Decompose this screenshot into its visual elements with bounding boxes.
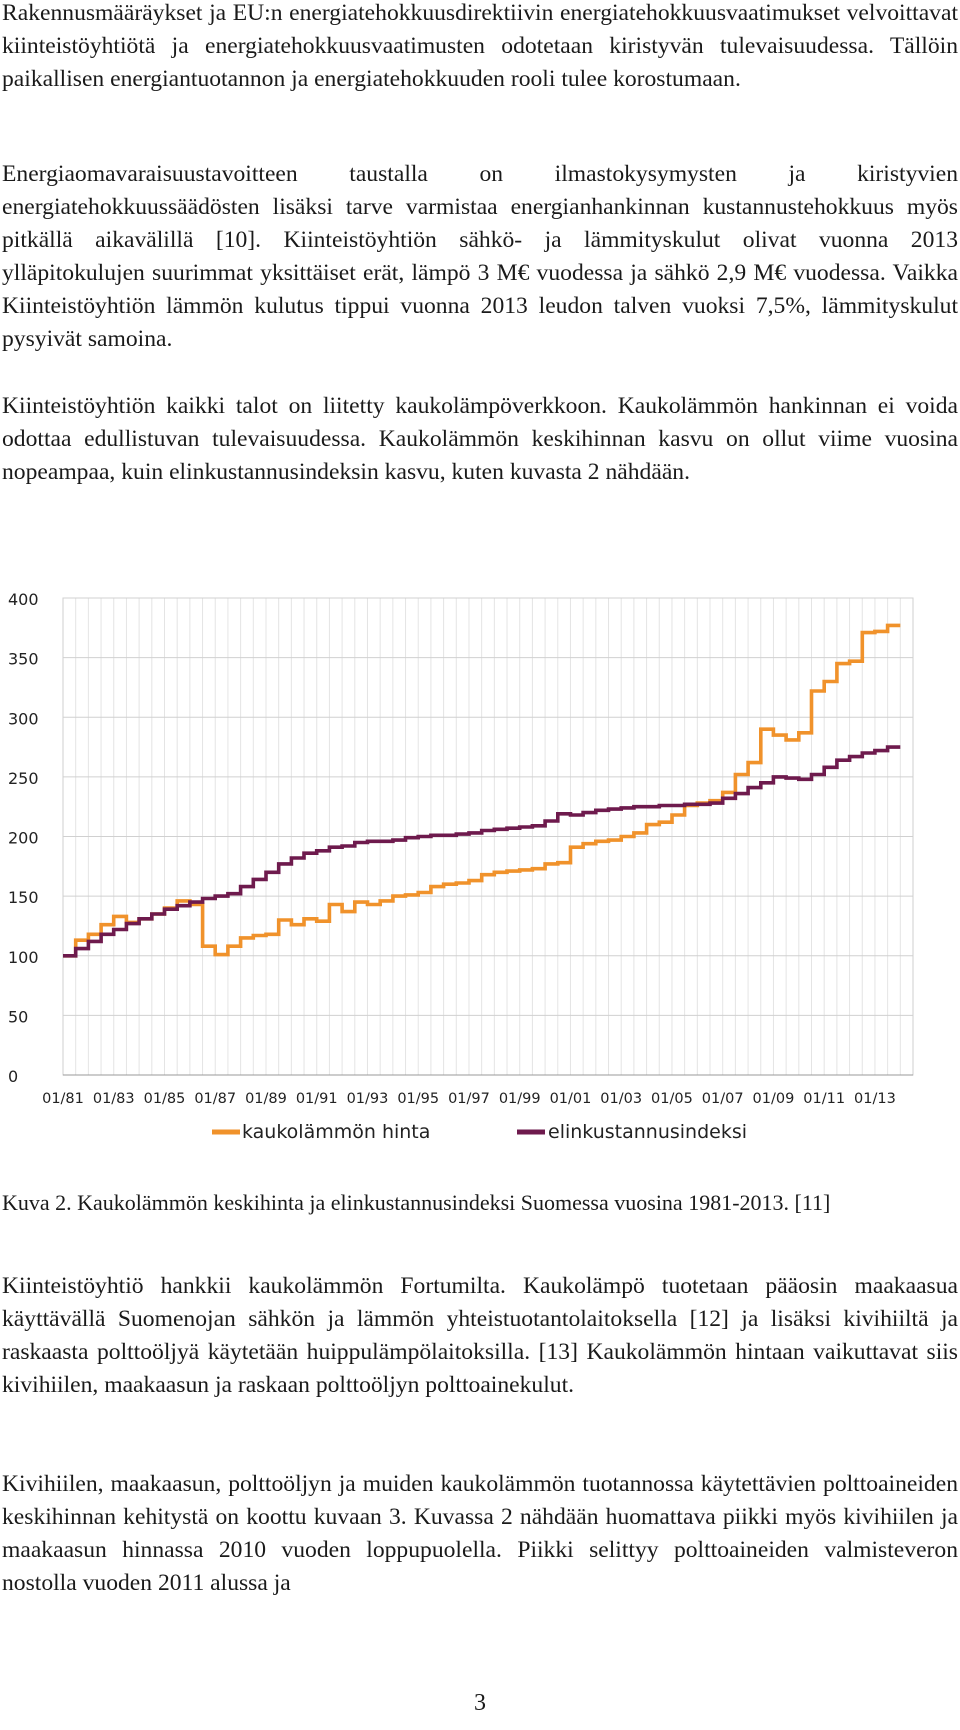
- paragraph-5: Kivihiilen, maakaasun, polttoöljyn ja muiden kaukolämmön tuotannossa käytettävien polttoaineiden keskihinnan kehitystä on koottu kuvaan 3. Kuvassa 2 nähdään huomattava piikki myös kivihiilen ja maakaasun hinnassa 2010 vuoden loppupuolella. Piikki selittyy polttoaineiden valmisteveron nostolla vuoden 2011 alussa ja: [2, 1471, 958, 1596]
- x-tick-label: 01/13: [854, 1091, 896, 1107]
- x-tick-label: 01/03: [600, 1091, 643, 1107]
- x-tick-label: 01/83: [92, 1091, 135, 1107]
- y-tick-label: 150: [8, 888, 39, 908]
- y-tick-label: 400: [8, 590, 39, 609]
- y-tick-label: 50: [8, 1007, 29, 1027]
- y-tick-label: 200: [8, 828, 39, 848]
- x-tick-label: 01/91: [295, 1091, 338, 1107]
- x-tick-label: 01/87: [194, 1091, 237, 1107]
- x-tick-label: 01/97: [448, 1091, 490, 1107]
- legend-label: elinkustannusindeksi: [548, 1121, 748, 1143]
- y-tick-label: 250: [8, 768, 39, 788]
- figure-caption: Kuva 2. Kaukolämmön keskihinta ja elinkustannusindeksi Suomessa vuosina 1981-2013. [11]: [2, 1190, 831, 1215]
- paragraph-1: Rakennusmääräykset ja EU:n energiatehokkuusdirektiivin energiatehokkuusvaatimukset velvoittavat kiinteistöyhtiötä ja energiatehokkuusvaatimusten odotetaan kiristyvän tulevaisuudessa. Tällöin paikallisen energiantuotannon ja energiatehokkuuden rooli tulee korostumaan.: [2, 0, 958, 92]
- x-tick-label: 01/81: [42, 1091, 84, 1107]
- x-tick-label: 01/93: [346, 1091, 389, 1107]
- line-chart: [0, 570, 960, 1170]
- x-tick-label: 01/05: [651, 1091, 693, 1107]
- x-tick-label: 01/01: [549, 1091, 592, 1107]
- y-tick-label: 350: [8, 649, 39, 669]
- page-number: 3: [474, 1690, 486, 1716]
- paragraph-4: Kiinteistöyhtiö hankkii kaukolämmön Fortumilta. Kaukolämpö tuotetaan pääosin maakaasua käyttävällä Suomenojan sähkön ja lämmön yhteistuotantolaitoksella [12] ja lisäksi kivihiiltä ja raskaasta polttoöljyä käytetään huippulämpölaitoksilla. [13] Kaukolämmön hintaan vaikuttavat siis kivihiilen, maakaasun ja raskaan polttoöljyn polttoainekulut.: [2, 1273, 958, 1398]
- x-tick-label: 01/89: [245, 1091, 287, 1107]
- x-tick-label: 01/07: [701, 1091, 744, 1107]
- x-tick-label: 01/99: [498, 1091, 541, 1107]
- legend-label: kaukolämmön hinta: [242, 1121, 431, 1143]
- paragraph-3: Kiinteistöyhtiön kaikki talot on liitetty kaukolämpöverkkoon. Kaukolämmön hankinnan ei voida odottaa edullistuvan tulevaisuudessa. Kaukolämmön keskihinnan kasvu on ollut viime vuosina nopeampaa, kuin elinkustannusindeksin kasvu, kuten kuvasta 2 nähdään.: [2, 393, 958, 485]
- y-tick-label: 300: [8, 709, 39, 729]
- y-tick-label: 100: [8, 947, 39, 967]
- x-tick-label: 01/85: [143, 1091, 186, 1107]
- paragraph-2: Energiaomavaraisuustavoitteen taustalla on ilmastokysymysten ja kiristyvien energiatehokkuussäädösten lisäksi tarve varmistaa energianhankinnan kustannustehokkuus myös pitkällä aikavälillä [10]. Kiinteistöyhtiön sähkö- ja lämmityskulut olivat vuonna 2013 ylläpitokulujen suurimmat yksittäiset erät, lämpö 3 M€ vuodessa ja sähkö 2,9 M€ vuodessa. Vaikka Kiinteistöyhtiön lämmön kulutus tippui vuonna 2013 leudon talven vuoksi 7,5%, lämmityskulut pysyivät samoina.: [2, 161, 958, 352]
- x-tick-label: 01/11: [803, 1091, 846, 1107]
- x-tick-label: 01/95: [397, 1091, 440, 1107]
- x-tick-label: 01/09: [752, 1091, 795, 1107]
- y-tick-label: 0: [8, 1067, 19, 1086]
